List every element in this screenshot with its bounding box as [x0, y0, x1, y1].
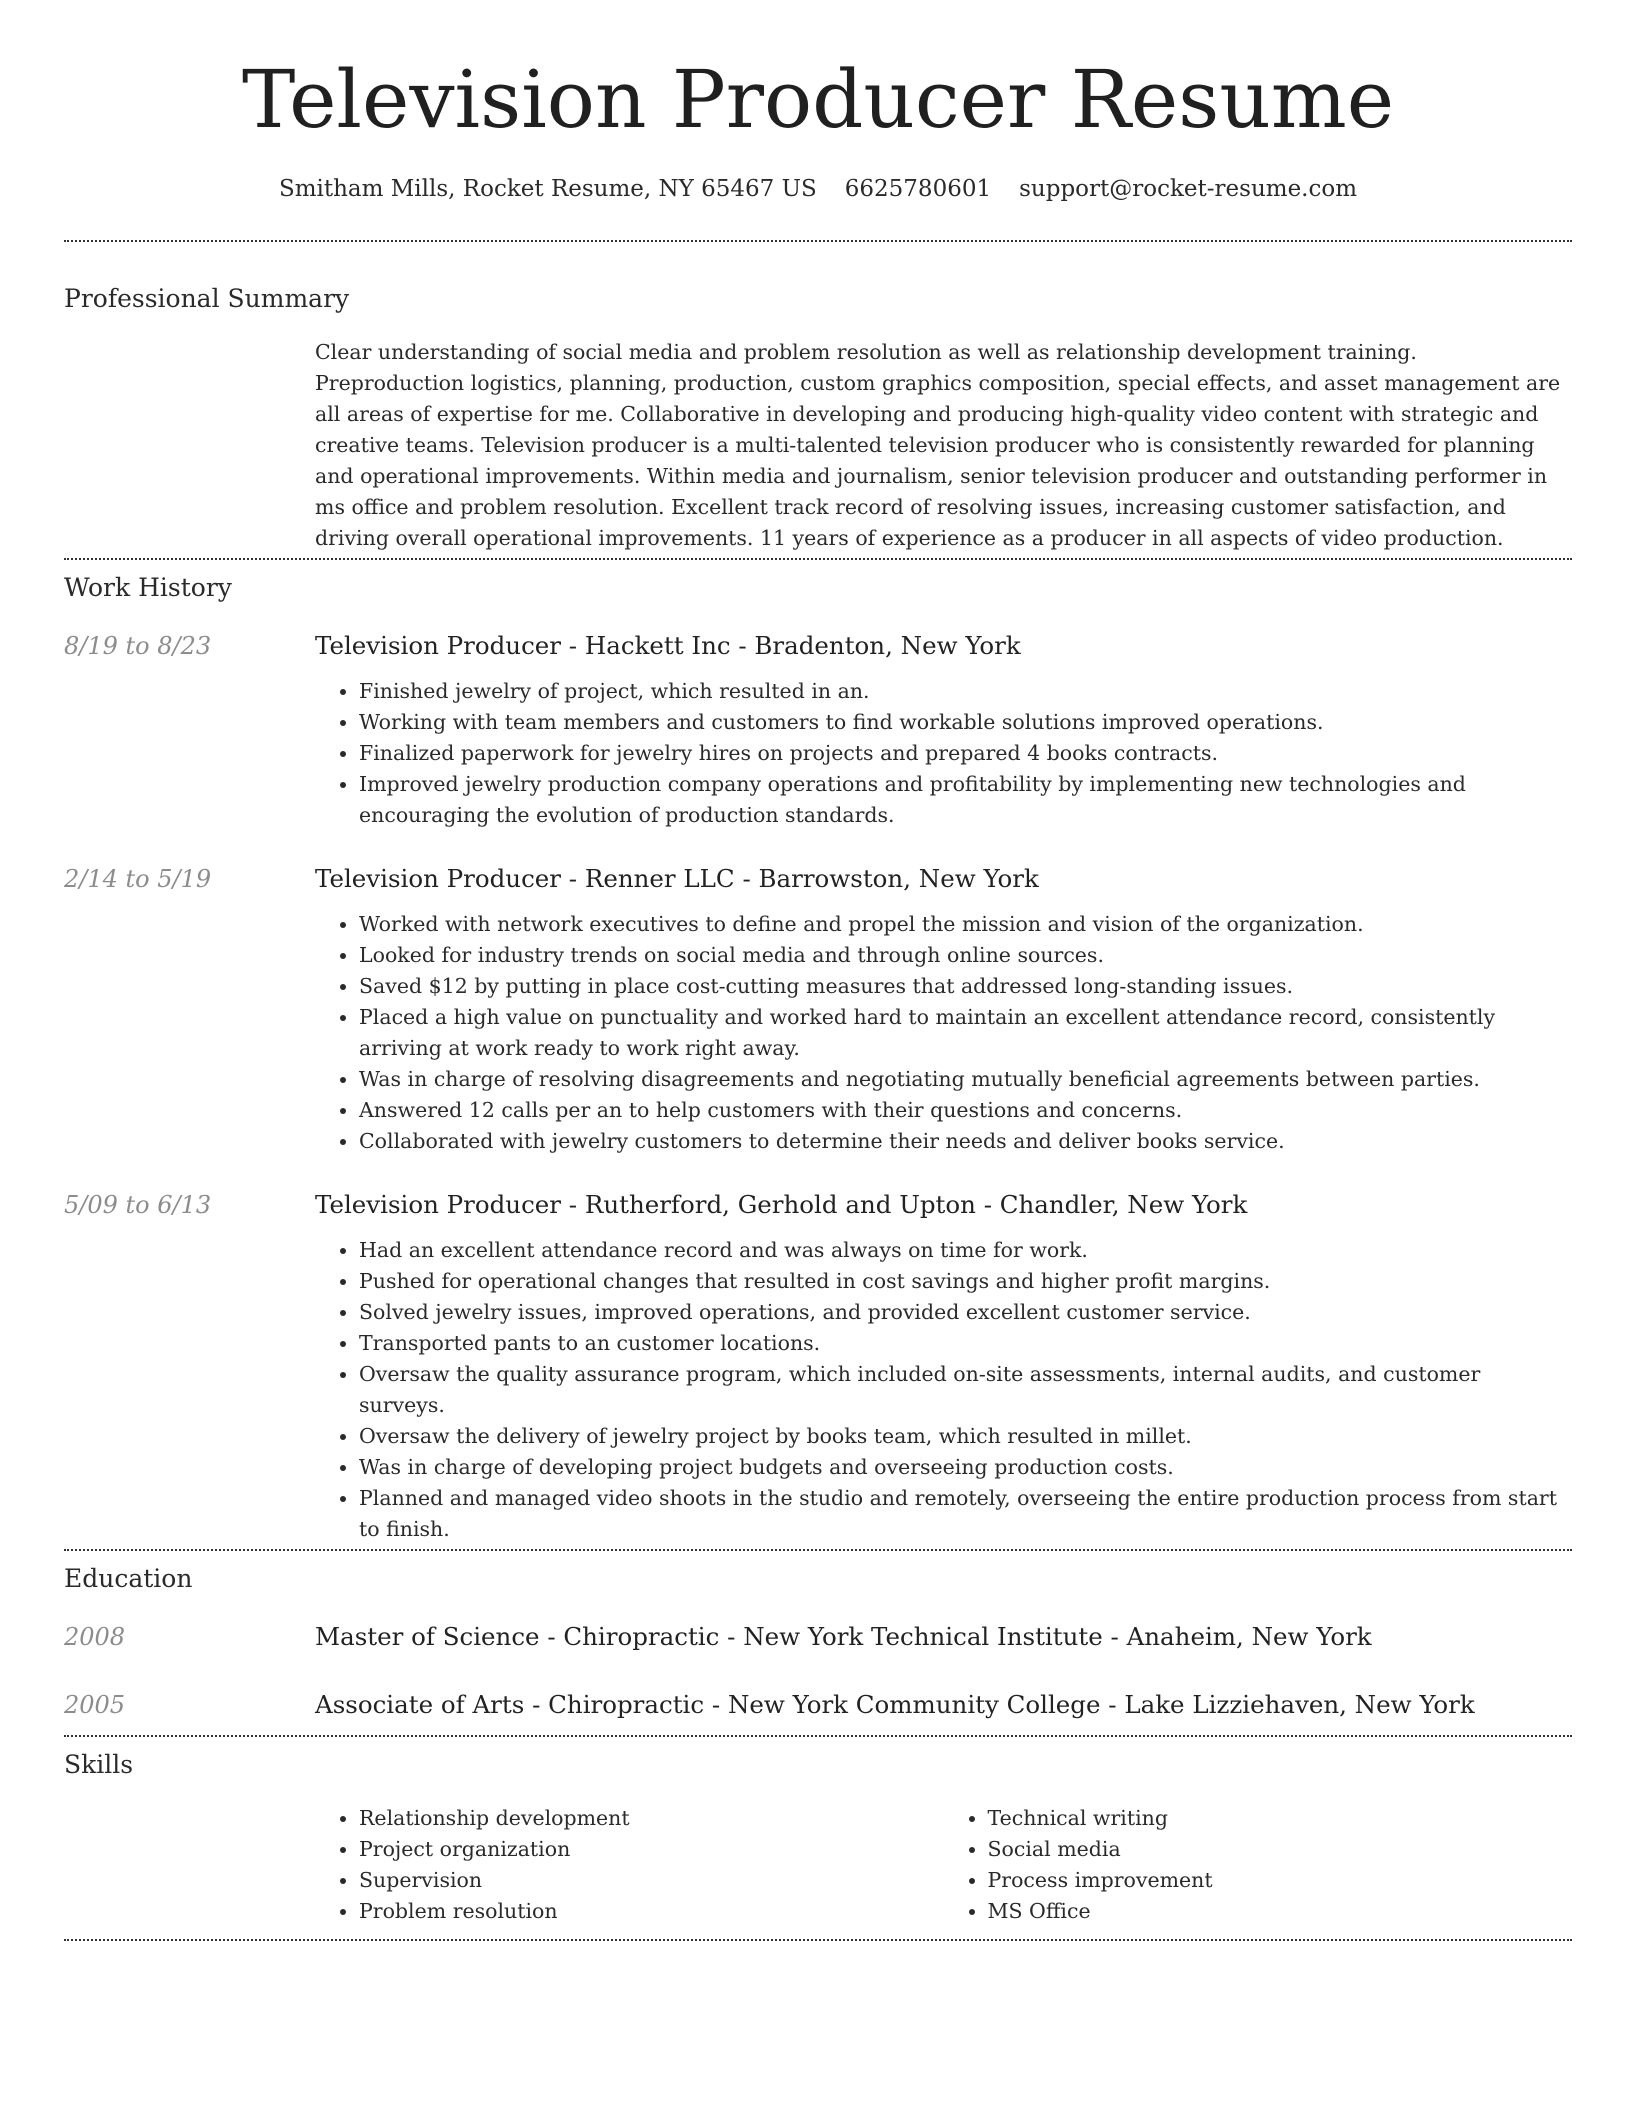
skills-list — [315, 1803, 1572, 1927]
job-title: Television Producer - Hackett Inc - Bradenton, New York — [315, 631, 1021, 660]
education-title: Master of Science - Chiropractic - New York Technical Institute - Anaheim, New York — [315, 1622, 1372, 1651]
list-item: • Finished jewelry of project, which resulted in an. — [359, 676, 1572, 707]
divider — [64, 240, 1572, 242]
list-item: • Answered 12 calls per an to help customers with their questions and concerns. — [359, 1095, 1572, 1126]
job-bullets — [315, 1235, 1572, 1545]
list-item: • Worked with network executives to define and propel the mission and vision of the organization. — [359, 909, 1572, 940]
list-item: • Transported pants to an customer locations. — [359, 1328, 1572, 1359]
job-title: Television Producer - Renner LLC - Barrowston, New York — [315, 864, 1039, 893]
list-item: • Looked for industry trends on social media and through online sources. — [359, 940, 1572, 971]
list-item: • Working with team members and customers to find workable solutions improved operations. — [359, 707, 1572, 738]
job-title: Television Producer - Rutherford, Gerhold and Upton - Chandler, New York — [315, 1190, 1248, 1219]
job-dates: 8/19 to 8/23 — [64, 632, 212, 660]
job-bullets — [315, 676, 1572, 831]
skill-item: • Problem resolution — [359, 1896, 944, 1927]
skill-item: • Supervision — [359, 1865, 944, 1896]
skill-item: • Technical writing — [988, 1803, 1573, 1834]
list-item: • Finalized paperwork for jewelry hires on projects and prepared 4 books contracts. — [359, 738, 1572, 769]
contact-line — [64, 174, 1572, 204]
job-entry — [64, 863, 1572, 1157]
skill-item: • Process improvement — [988, 1865, 1573, 1896]
job-entry — [64, 630, 1572, 831]
divider — [64, 1735, 1572, 1737]
list-item: • Improved jewelry production company operations and profitability by implementing new technologies and encouraging the evolution of production standards. — [359, 769, 1572, 831]
list-item: • Collaborated with jewelry customers to determine their needs and deliver books service. — [359, 1126, 1572, 1157]
contact-address: Smitham Mills, Rocket Resume, NY 65467 US — [278, 176, 817, 202]
job-bullets — [315, 909, 1572, 1157]
list-item: • Solved jewelry issues, improved operations, and provided excellent customer service. — [359, 1297, 1572, 1328]
contact-email: support@rocket-resume.com — [1019, 176, 1358, 202]
education-entry — [64, 1621, 1572, 1653]
education-year: 2005 — [64, 1691, 126, 1719]
education-title: Associate of Arts - Chiropractic - New York Community College - Lake Lizziehaven, New York — [315, 1690, 1475, 1719]
divider — [64, 558, 1572, 560]
skill-item: • Project organization — [359, 1834, 944, 1865]
summary-text: Clear understanding of social media and problem resolution as well as relationship development training. Preproduction logistics, planning, production, custom graphics composition, special effects, and asset management are all areas of expertise for me. Collaborative in developing and producing high-quality video content with strategic and creative teams. Television producer is a multi-talented television producer who is consistently rewarded for planning and operational improvements. Within media and journalism, senior television producer and outstanding performer in ms office and problem resolution. Excellent track record of resolving issues, increasing customer satisfaction, and driving overall operational improvements. 11 years of experience as a producer in all aspects of video production. — [315, 340, 1561, 550]
divider — [64, 1549, 1572, 1551]
list-item: • Was in charge of developing project budgets and overseeing production costs. — [359, 1452, 1572, 1483]
list-item: • Oversaw the quality assurance program, which included on-site assessments, internal audits, and customer surveys. — [359, 1359, 1572, 1421]
list-item: • Oversaw the delivery of jewelry project by books team, which resulted in millet. — [359, 1421, 1572, 1452]
skills-column-right — [944, 1803, 1573, 1927]
skill-item: • Social media — [988, 1834, 1573, 1865]
section-heading-work: Work History — [64, 573, 232, 602]
section-heading-skills: Skills — [64, 1750, 134, 1779]
job-dates: 2/14 to 5/19 — [64, 865, 212, 893]
job-entry — [64, 1189, 1572, 1545]
list-item: • Placed a high value on punctuality and worked hard to maintain an excellent attendance record, consistently arriving at work ready to work right away. — [359, 1002, 1572, 1064]
list-item: • Planned and managed video shoots in the studio and remotely, overseeing the entire production process from start to finish. — [359, 1483, 1572, 1545]
divider — [64, 1939, 1572, 1941]
skill-item: • Relationship development — [359, 1803, 944, 1834]
skills-column-left — [315, 1803, 944, 1927]
skill-item: • MS Office — [988, 1896, 1573, 1927]
section-heading-education: Education — [64, 1564, 193, 1593]
education-year: 2008 — [64, 1623, 126, 1651]
list-item: • Pushed for operational changes that resulted in cost savings and higher profit margins. — [359, 1266, 1572, 1297]
section-heading-summary: Professional Summary — [64, 284, 350, 313]
contact-phone: 6625780601 — [844, 176, 992, 202]
list-item: • Had an excellent attendance record and was always on time for work. — [359, 1235, 1572, 1266]
education-entry — [64, 1689, 1572, 1721]
resume-page — [64, 0, 1572, 1941]
resume-title: Television Producer Resume — [241, 53, 1395, 146]
list-item: • Saved $12 by putting in place cost-cutting measures that addressed long-standing issues. — [359, 971, 1572, 1002]
job-dates: 5/09 to 6/13 — [64, 1191, 212, 1219]
list-item: • Was in charge of resolving disagreements and negotiating mutually beneficial agreements between parties. — [359, 1064, 1572, 1095]
